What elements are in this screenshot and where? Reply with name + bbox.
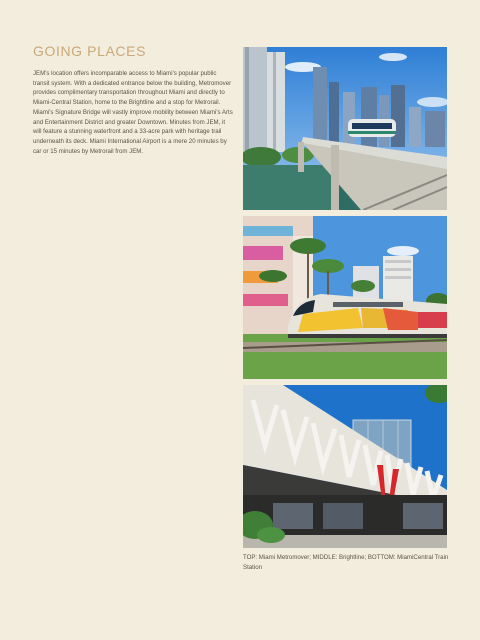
- miamicentral-photo: [243, 385, 447, 548]
- page-heading: GOING PLACES: [33, 43, 147, 59]
- photo-caption: TOP: Miami Metromover; MIDDLE: Brightline; BOTTOM: MiamiCentral Train Station: [243, 554, 449, 571]
- metromover-photo: [243, 47, 447, 210]
- body-paragraph: JEM's location offers incomparable access to Miami's popular public transit system. With a dedicated entrance below the building, Metromover provides complimentary transportation throughout Miami and directly to Miami-Central Station, home to the Brightline and a stop for Metrorail. Miami's Signature Bridge will vastly improve mobility between Miami's Arts and Entertainment District and greater Downtown. Minutes from JEM, it will feature a stunning waterfront and a 33-acre park with heritage trail underneath its deck. Miami International Airport is a mere 20 minutes by car or 15 minutes by Metrorail from JEM.: [33, 70, 233, 155]
- brightline-photo: [243, 216, 447, 379]
